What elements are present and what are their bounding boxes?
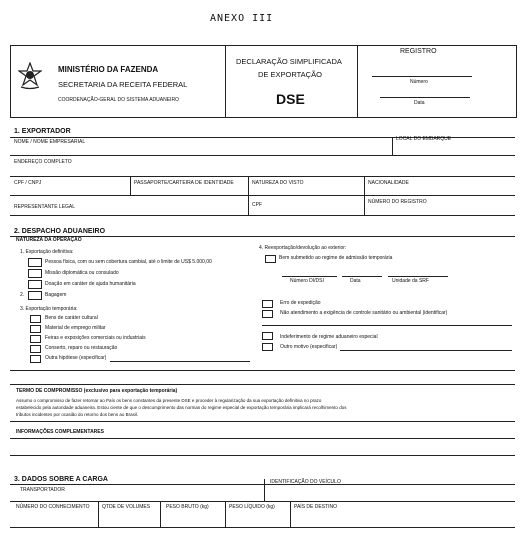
header-divider-1	[225, 45, 226, 117]
rule	[130, 177, 131, 195]
passaporte-label: PASSAPORTE/CARTEIRA DE IDENTIDADE	[134, 180, 234, 186]
termo-line-2: estabelecido pela autoridade aduaneira. Estou ciente de que o descumprimento das normas do regime especial de exportação temporária implicará recolhimento dos	[16, 405, 347, 410]
nome-field[interactable]	[10, 155, 515, 156]
item3-opt-3: Feiras e exposições comerciais ou industriais	[45, 335, 146, 341]
item3-opt-4: Conserto, reparo ou restauração	[45, 345, 118, 351]
nome-label: NOME / NOME EMPRESARIAL	[14, 139, 86, 145]
transportador-field[interactable]	[10, 501, 515, 502]
rule	[290, 501, 291, 527]
checkbox-bagagem[interactable]	[28, 291, 42, 300]
info-complementares-field[interactable]	[10, 455, 515, 456]
form-title-line2: DE EXPORTAÇÃO	[258, 70, 322, 79]
rule	[248, 177, 249, 215]
qtde-volumes-label: QTDE DE VOLUMES	[102, 504, 151, 510]
item2-label: Bagagem	[45, 292, 67, 298]
annex-title: ANEXO III	[210, 13, 274, 24]
data-label: Data	[414, 100, 425, 106]
checkbox-controle-sanitario[interactable]	[262, 310, 273, 318]
checkbox-indeferimento[interactable]	[262, 332, 273, 340]
outra-hipotese-field[interactable]	[110, 361, 250, 362]
item2-number: 2.	[20, 292, 25, 298]
rule	[10, 484, 515, 485]
numero-conhecimento-label: NÚMERO DO CONHECIMENTO	[16, 504, 90, 510]
id-fields-row[interactable]	[10, 195, 515, 196]
form-title-line1: DECLARAÇÃO SIMPLIFICADA	[236, 57, 342, 66]
ministry-name: MINISTÉRIO DA FAZENDA	[58, 65, 159, 74]
rule	[364, 177, 365, 215]
termo-line-1: Assumo o compromisso de fazer retornar ao País os bens constantes da presente DSE e proceder à regularização da sua exportação definitiva no prazo	[16, 398, 322, 403]
cpf-cnpj-label: CPF / CNPJ	[14, 180, 42, 186]
item4-opt: Bem submetido ao regime de admissão temporária	[279, 255, 393, 261]
termo-line-3: tributos incidentes por ocasião do retorno dos bens ao Brasil.	[16, 412, 139, 417]
numero-field[interactable]	[372, 76, 472, 77]
checkbox-pessoa-fisica[interactable]	[28, 258, 42, 267]
header-divider-2	[357, 45, 358, 117]
section1-title: 1. EXPORTADOR	[14, 128, 71, 135]
item1-opt-1: Pessoa física, com ou sem cobertura cambial, até o limite de US$ 5.000,00	[45, 259, 212, 265]
registro-label: REGISTRO	[400, 48, 437, 55]
rule	[264, 479, 265, 501]
numero-label: Número	[410, 79, 428, 85]
data-field[interactable]	[380, 97, 470, 98]
rule	[10, 421, 515, 422]
rule	[10, 370, 515, 371]
numero-registro-label: NÚMERO DO REGISTRO	[368, 199, 427, 205]
checkbox-admissao-temporaria[interactable]	[265, 255, 276, 263]
item3-label: 3. Exportação temporária:	[20, 306, 78, 312]
numero-di-label: Número DI/DSI	[290, 278, 324, 284]
item4-other-2: Não atendimento a exigência de controle sanitário ou ambiental (identificar)	[280, 310, 448, 316]
checkbox-conserto[interactable]	[30, 345, 41, 353]
item3-opt-2: Material de emprego militar	[45, 325, 106, 331]
item4-other-4: Outro motivo (especificar)	[280, 344, 338, 350]
item1-opt-3: Doação em caráter de ajuda humanitária	[45, 281, 136, 287]
secretariat-name: SECRETARIA DA RECEITA FEDERAL	[58, 80, 188, 89]
item4-other-1: Erro de expedição	[280, 300, 321, 306]
checkbox-outra-hipotese[interactable]	[30, 355, 41, 363]
numero-di-field[interactable]	[282, 276, 337, 277]
endereco-label: ENDEREÇO COMPLETO	[14, 159, 72, 165]
peso-liquido-label: PESO LÍQUIDO (kg)	[229, 504, 275, 510]
rule	[10, 438, 515, 439]
data-di-label: Data	[350, 278, 361, 284]
section3-title: 3. DADOS SOBRE A CARGA	[14, 476, 108, 483]
representante-label: REPRESENTANTE LEGAL	[14, 204, 76, 210]
endereco-field[interactable]	[10, 176, 515, 177]
item1-opt-2: Missão diplomática ou consulado	[45, 270, 119, 276]
item3-opt-5: Outra hipótese (especificar)	[45, 355, 107, 361]
item1-label: 1. Exportação definitiva:	[20, 249, 74, 255]
section2-title: 2. DESPACHO ADUANEIRO	[14, 228, 106, 235]
nacionalidade-label: NACIONALIDADE	[368, 180, 409, 186]
checkbox-feiras[interactable]	[30, 335, 41, 343]
form-code: DSE	[276, 91, 305, 107]
natureza-visto-label: NATUREZA DO VISTO	[252, 180, 304, 186]
item4-label: 4. Reexportação/devolução ao exterior:	[259, 245, 347, 251]
checkbox-material-militar[interactable]	[30, 325, 41, 333]
termo-title: TERMO DE COMPROMISSO (exclusivo para exportação temporária)	[16, 388, 178, 394]
unidade-srf-label: Unidade da SRF	[392, 278, 429, 284]
coordination-name: COORDENAÇÃO-GERAL DO SISTEMA ADUANEIRO	[58, 97, 179, 103]
item3-opt-1: Bens de caráter cultural	[45, 315, 98, 321]
unidade-srf-field[interactable]	[388, 276, 448, 277]
checkbox-erro-expedicao[interactable]	[262, 300, 273, 308]
carga-fields-row[interactable]	[10, 527, 515, 528]
checkbox-bens-culturais[interactable]	[30, 315, 41, 323]
data-di-field[interactable]	[342, 276, 382, 277]
coat-of-arms-icon	[18, 62, 42, 90]
rule	[160, 501, 161, 527]
cpf-label: CPF	[252, 202, 262, 208]
controle-sanitario-field[interactable]	[262, 325, 512, 326]
item4-other-3: Indeferimento de regime aduaneiro especial	[280, 334, 378, 340]
rule	[392, 137, 393, 155]
natureza-label: NATUREZA DA OPERAÇÃO	[16, 237, 82, 243]
peso-bruto-label: PESO BRUTO (kg)	[166, 504, 209, 510]
rule	[98, 501, 99, 527]
local-embarque-label: LOCAL DO EMBARQUE	[396, 136, 452, 142]
outro-motivo-field[interactable]	[340, 350, 512, 351]
info-complementares-label: INFORMAÇÕES COMPLEMENTARES	[16, 429, 104, 435]
transportador-label: TRANSPORTADOR	[20, 487, 65, 493]
rule	[10, 236, 515, 237]
rule	[10, 384, 515, 385]
checkbox-doacao[interactable]	[28, 280, 42, 289]
checkbox-outro-motivo[interactable]	[262, 343, 273, 351]
identificacao-veiculo-label: IDENTIFICAÇÃO DO VEÍCULO	[270, 479, 341, 485]
representante-field[interactable]	[10, 215, 515, 216]
rule	[225, 501, 226, 527]
checkbox-missao-diplomatica[interactable]	[28, 269, 42, 278]
pais-destino-label: PAÍS DE DESTINO	[294, 504, 337, 510]
